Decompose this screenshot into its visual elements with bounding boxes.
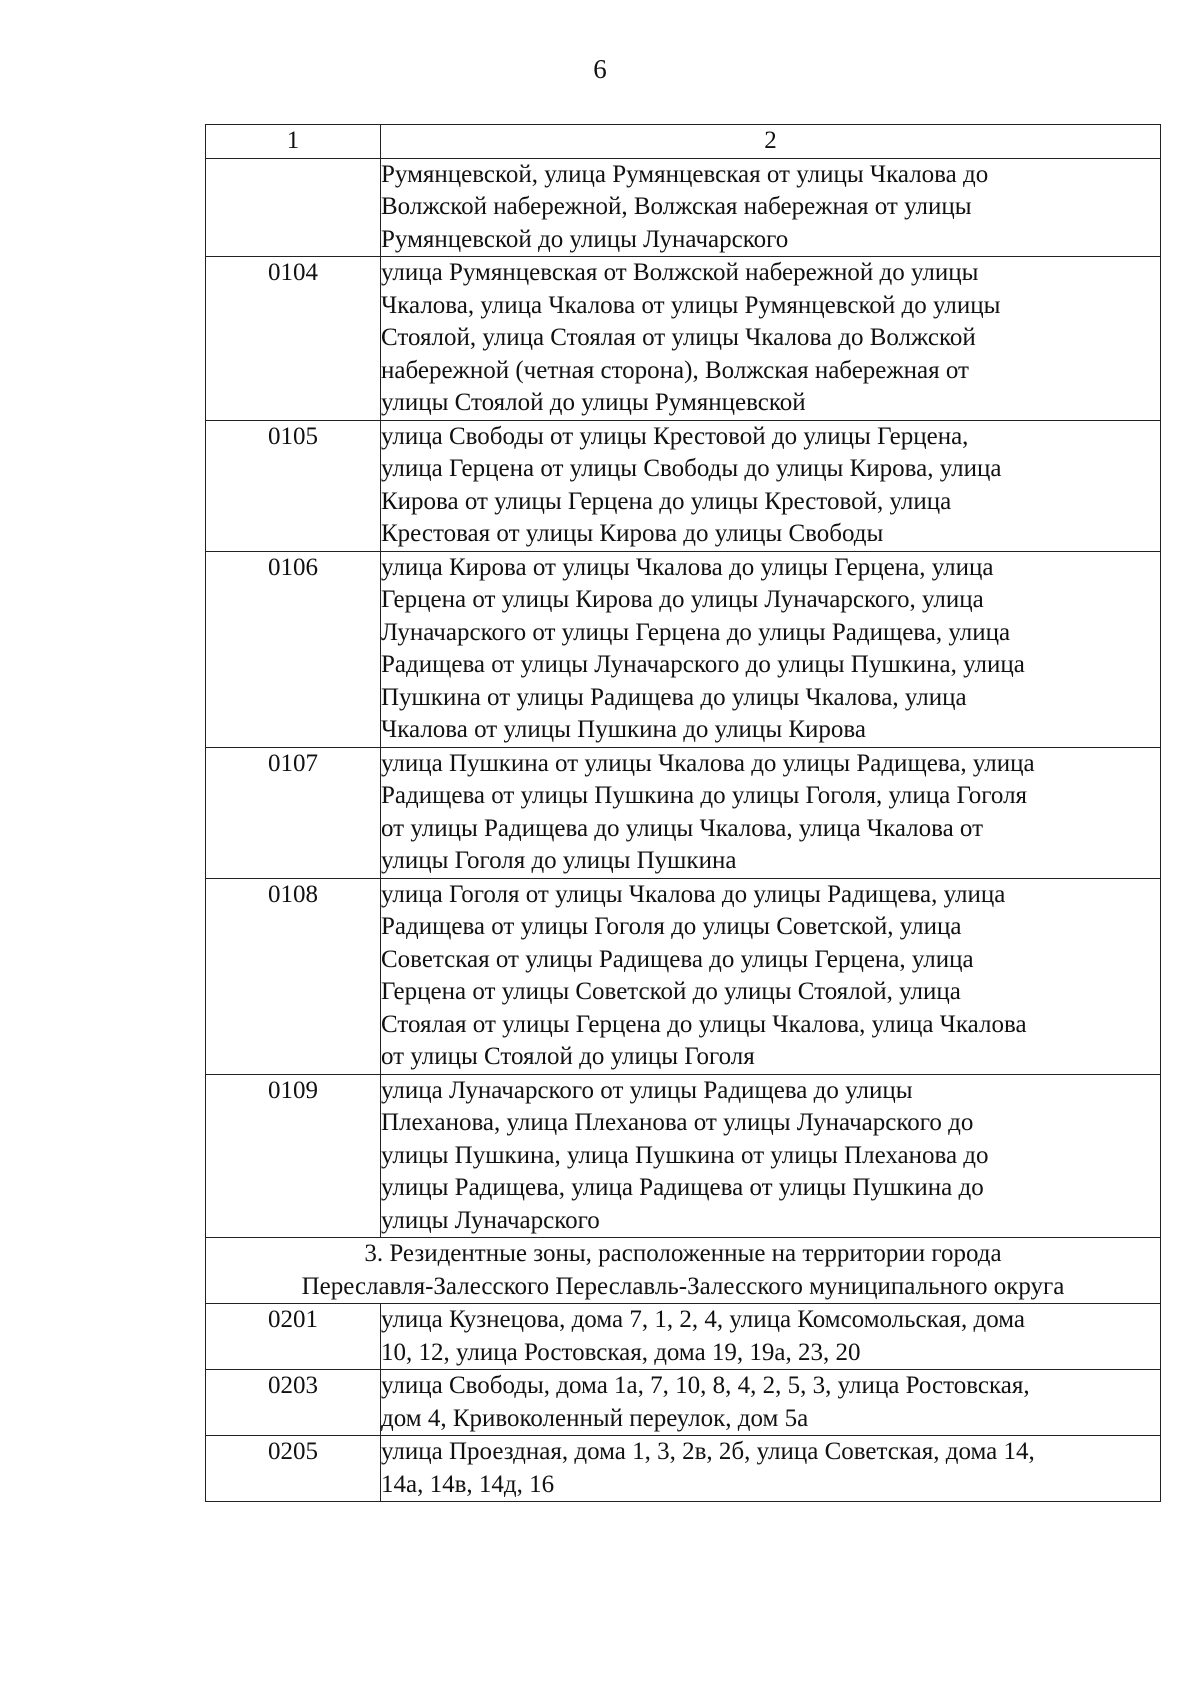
- description-line: Румянцевской, улица Румянцевская от улицы Чкалова до: [381, 160, 989, 188]
- table-row: [206, 158, 1161, 257]
- table-row: [206, 257, 1161, 421]
- table-row: [206, 1436, 1161, 1502]
- table-row: [206, 1074, 1161, 1238]
- description-line: Кирова от улицы Герцена до улицы Крестовой, улица: [381, 487, 952, 515]
- description-line: Радищева от улицы Гоголя до улицы Советской, улица: [381, 913, 962, 940]
- description-line: улица Герцена от улицы Свободы до улицы Кирова, улица: [381, 455, 1002, 482]
- description-line: Стоялая от улицы Герцена до улицы Чкалова, улица Чкалова: [381, 1010, 1027, 1038]
- description-line: Пушкина от улицы Радищева до улицы Чкалова, улица: [381, 683, 967, 711]
- zone-boundary-description: [381, 257, 1161, 421]
- description-line: улицы Радищева, улица Радищева от улицы Пушкина до: [381, 1174, 984, 1201]
- description-line: Радищева от улицы Луначарского до улицы Пушкина, улица: [381, 651, 1025, 678]
- column-header-1: 1: [206, 125, 381, 159]
- table-row: [206, 1304, 1161, 1370]
- zone-code: 0109: [206, 1074, 381, 1238]
- description-line: дом 4, Кривоколенный переулок, дом 5а: [381, 1404, 809, 1432]
- description-line: улица Румянцевская от Волжской набережной до улицы: [381, 259, 979, 286]
- description-line: Стоялой, улица Стоялая от улицы Чкалова до Волжской: [381, 324, 976, 351]
- description-line: улица Свободы от улицы Крестовой до улицы Герцена,: [381, 422, 969, 450]
- zone-boundary-description: [381, 1436, 1161, 1502]
- table-row: [206, 420, 1161, 551]
- zone-boundary-description: [381, 1074, 1161, 1238]
- zone-boundary-description: [381, 1304, 1161, 1370]
- page-number: 6: [593, 54, 607, 84]
- zone-code: 0203: [206, 1370, 381, 1436]
- description-line: улица Гоголя от улицы Чкалова до улицы Радищева, улица: [381, 880, 1006, 908]
- table-header-row: [206, 125, 1161, 159]
- zone-code: 0205: [206, 1436, 381, 1502]
- description-line: улица Свободы, дома 1а, 7, 10, 8, 4, 2, 5, 3, улица Ростовская,: [381, 1372, 1030, 1399]
- description-line: от улицы Стоялой до улицы Гоголя: [381, 1043, 755, 1070]
- column-header-2: 2: [381, 125, 1161, 159]
- table-row: [206, 551, 1161, 747]
- description-line: Радищева от улицы Пушкина до улицы Гоголя, улица Гоголя: [381, 782, 1028, 809]
- zones-table: [205, 124, 1161, 1502]
- description-line: Плеханова, улица Плеханова от улицы Луначарского до: [381, 1109, 974, 1136]
- zones-table-body: [206, 125, 1161, 1502]
- zone-boundary-description: [381, 878, 1161, 1074]
- section-heading: [206, 1238, 1161, 1304]
- description-line: Герцена от улицы Кирова до улицы Луначарского, улица: [381, 586, 984, 613]
- section-heading-row: [206, 1238, 1161, 1304]
- description-line: улицы Луначарского: [381, 1206, 600, 1234]
- description-line: Волжской набережной, Волжская набережная от улицы: [381, 193, 972, 220]
- zone-code: 0105: [206, 420, 381, 551]
- description-line: улицы Стоялой до улицы Румянцевской: [381, 389, 806, 416]
- zone-code: 0201: [206, 1304, 381, 1370]
- section-heading-line: Переславля-Залесского Переславль-Залесского муниципального округа: [301, 1272, 1065, 1300]
- zone-code: 0108: [206, 878, 381, 1074]
- description-line: улицы Пушкина, улица Пушкина от улицы Плеханова до: [381, 1141, 989, 1169]
- description-line: от улицы Радищева до улицы Чкалова, улица Чкалова от: [381, 814, 984, 842]
- zone-code: 0104: [206, 257, 381, 421]
- zone-boundary-description: [381, 420, 1161, 551]
- description-line: улица Кирова от улицы Чкалова до улицы Герцена, улица: [381, 553, 994, 581]
- zone-code: [206, 158, 381, 257]
- description-line: Румянцевской до улицы Луначарского: [381, 225, 789, 253]
- zone-boundary-description: [381, 1370, 1161, 1436]
- description-line: Луначарского от улицы Герцена до улицы Радищева, улица: [381, 618, 1011, 646]
- table-row: [206, 878, 1161, 1074]
- description-line: Советская от улицы Радищева до улицы Герцена, улица: [381, 945, 974, 973]
- zone-code: 0107: [206, 747, 381, 878]
- description-line: улица Пушкина от улицы Чкалова до улицы Радищева, улица: [381, 749, 1035, 777]
- zone-code: 0106: [206, 551, 381, 747]
- description-line: Чкалова от улицы Пушкина до улицы Кирова: [381, 716, 866, 743]
- description-line: 14а, 14в, 14д, 16: [381, 1470, 555, 1498]
- zone-boundary-description: [381, 158, 1161, 257]
- description-line: улица Кузнецова, дома 7, 1, 2, 4, улица Комсомольская, дома: [381, 1306, 1026, 1333]
- zone-boundary-description: [381, 747, 1161, 878]
- zone-boundary-description: [381, 551, 1161, 747]
- description-line: 10, 12, улица Ростовская, дома 19, 19а, 23, 20: [381, 1338, 861, 1366]
- table-row: [206, 1370, 1161, 1436]
- description-line: Герцена от улицы Советской до улицы Стоялой, улица: [381, 978, 961, 1005]
- description-line: Крестовая от улицы Кирова до улицы Свободы: [381, 520, 884, 547]
- description-line: улица Луначарского от улицы Радищева до улицы: [381, 1076, 913, 1104]
- description-line: Чкалова, улица Чкалова от улицы Румянцевской до улицы: [381, 291, 1001, 319]
- description-line: улицы Гоголя до улицы Пушкина: [381, 847, 737, 874]
- description-line: улица Проездная, дома 1, 3, 2в, 2б, улица Советская, дома 14,: [381, 1438, 1035, 1465]
- description-line: набережной (четная сторона), Волжская набережная от: [381, 356, 969, 384]
- table-row: [206, 747, 1161, 878]
- section-heading-line: 3. Резидентные зоны, расположенные на территории города: [364, 1240, 1002, 1267]
